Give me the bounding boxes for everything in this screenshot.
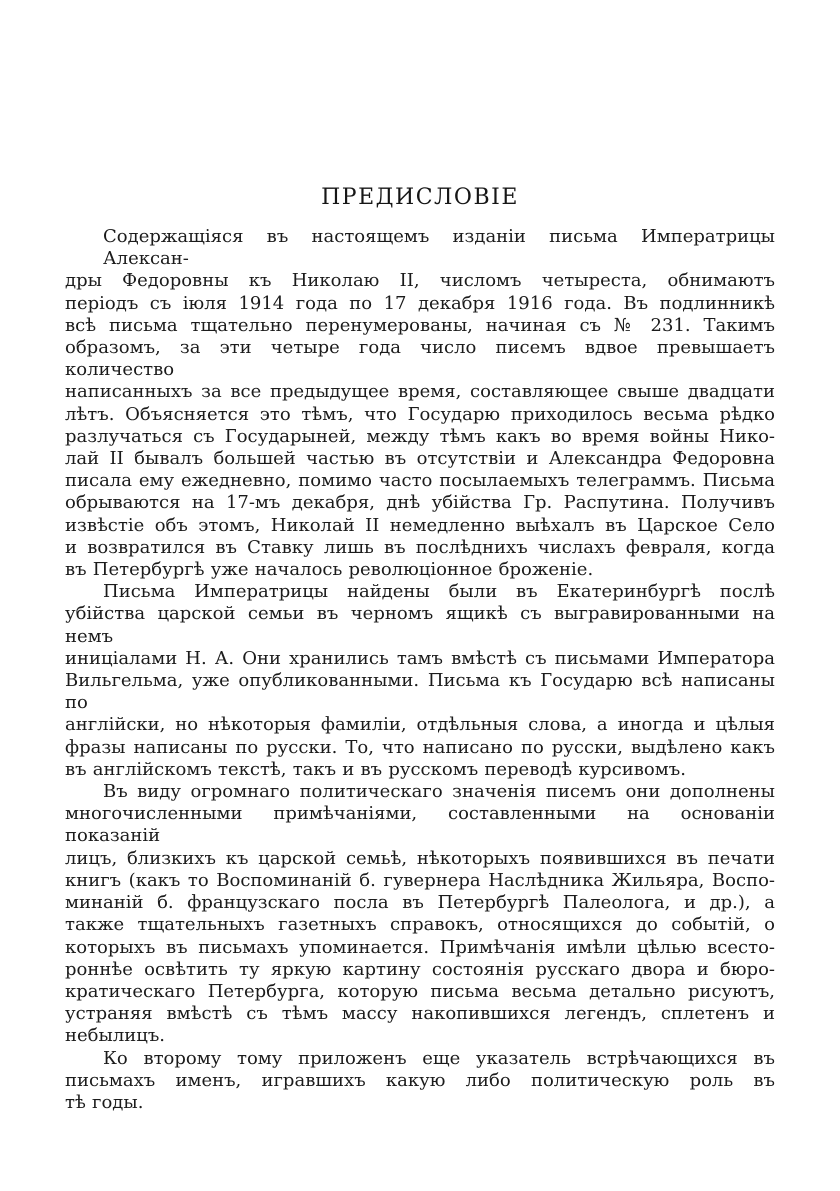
text-line: также тщательныхъ газетныхъ справокъ, относящихся до событій, о [65,914,775,936]
text-line: всѣ письма тщательно перенумерованы, начиная съ № 231. Такимъ [65,314,775,336]
preface-text-block [65,226,775,1114]
text-line: лицъ, близкихъ къ царской семьѣ, нѣкоторыхъ появившихся въ печати [65,847,775,869]
text-line: минаній б. французскаго посла въ Петербургѣ Палеолога, и др.), а [65,892,775,914]
text-line: небылицъ. [65,1025,165,1047]
text-line: Въ виду огромнаго политическаго значенія писемъ они дополнены [103,781,775,803]
text-line: которыхъ въ письмахъ упоминается. Примѣчанія имѣли цѣлью всесто- [65,936,775,958]
text-line: иниціалами Н. А. Они хранились тамъ вмѣстѣ съ письмами Императора [65,647,775,669]
text-line: убійства царской семьи въ черномъ ящикѣ съ выгравированными на немъ [65,603,775,647]
text-line: фразы написаны по русски. То, что написано по русски, выдѣлено какъ [65,736,775,758]
text-line: книгъ (какъ то Воспоминаній б. гувернера Наслѣдника Жильяра, Воспо- [65,869,775,891]
text-line: разлучаться съ Государыней, между тѣмъ какъ во время войны Нико- [65,425,775,447]
text-line: дры Федоровны къ Николаю II, числомъ четыреста, обнимаютъ [65,270,775,292]
text-line: Содержащіяся въ настоящемъ изданіи письма Императрицы Алексан- [103,226,775,270]
text-line: Письма Императрицы найдены были въ Екатеринбургѣ послѣ [103,581,775,603]
text-line: и возвратился въ Ставку лишь въ послѣднихъ числахъ февраля, когда [65,536,775,558]
text-line: обрываются на 17-мъ декабря, днѣ убійства Гр. Распутина. Получивъ [65,492,775,514]
page-title: ПРЕДИСЛОВІЕ [321,185,519,210]
text-line: англійски, но нѣкоторыя фамиліи, отдѣльныя слова, а иногда и цѣлыя [65,714,775,736]
text-line: многочисленными примѣчаніями, составленными на основаніи показаній [65,803,775,847]
text-line: въ англійскомъ текстѣ, такъ и въ русскомъ переводѣ курсивомъ. [65,758,686,780]
text-line: написанныхъ за все предыдущее время, составляющее свыше двадцати [65,381,775,403]
text-line: кратическаго Петербурга, которую письма весьма детально рисуютъ, [65,980,775,1002]
text-line: устраняя вмѣстѣ съ тѣмъ массу накопившихся легендъ, сплетенъ и [65,1003,775,1025]
text-line: Ко второму тому приложенъ еще указатель встрѣчающихся въ [103,1047,775,1069]
text-line: письмахъ именъ, игравшихъ какую либо политическую роль въ [65,1069,775,1091]
text-line: Вильгельма, уже опубликованными. Письма къ Государю всѣ написаны по [65,670,775,714]
text-line: образомъ, за эти четыре года число писемъ вдвое превышаетъ количество [65,337,775,381]
text-line: роннѣе освѣтить ту яркую картину состоянія русскаго двора и бюро- [65,958,775,980]
text-line: извѣстіе объ этомъ, Николай II немедленно выѣхалъ въ Царское Село [65,514,775,536]
text-line: лай II бывалъ большей частью въ отсутствіи и Александра Федоровна [65,448,775,470]
text-line: тѣ годы. [65,1091,144,1113]
text-line: писала ему ежедневно, помимо часто посылаемыхъ телеграммъ. Письма [65,470,775,492]
text-line: въ Петербургѣ уже началось революціонное броженіе. [65,559,594,581]
text-line: періодъ съ іюля 1914 года по 17 декабря 1916 года. Въ подлинникѣ [65,292,775,314]
text-line: лѣтъ. Объясняется это тѣмъ, что Государю приходилось весьма рѣдко [65,403,775,425]
